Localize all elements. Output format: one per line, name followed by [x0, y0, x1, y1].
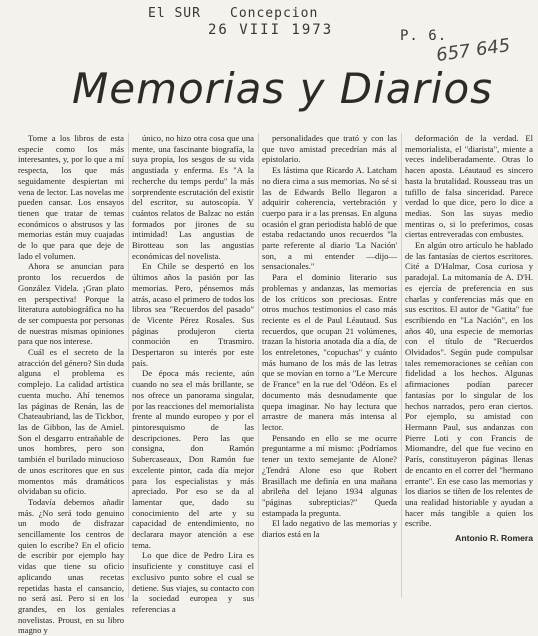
paragraph: Todavía debemos añadir más. ¿No será todo genuino un modo de disfrazar sencillamente los centros de quien lo escribe? En el oficio de escribir por ejemplo hay vidas que tiene su oficio aplicando unas recetas repetidas hasta el cansancio, no será así. Pero si en los grandes, en los geniales novelistas. Proust, en su libro magno y — [18, 496, 124, 636]
paragraph: Es lástima que Ricardo A. Latcham no diera cima a sus memorias. No sé si las de Edwards Bello llegaron a adquirir coherencia, vertebración y cuerpo para ir a las prensas. En alguna ocasión el gran periodista habló de que estaba redactando unos recuerdos "la parte referente al diario 'La Nación' son, a mi entender —dijo— sensacionales." — [262, 165, 397, 272]
paragraph: único, no hizo otra cosa que una mente, una fascinante biografía, la suya propia, los sesgos de su vida angustiada y enferma. Es "A la recherche du temps perdu" la más sorprendente escrutación del existir del escritor, su autoscopía. Y cuántos relatos de Balzac no están formados por jirones de su intimidad! Las angustias de Birotteau son las angustias económicas del novelista. — [132, 133, 254, 261]
article-title: Memorias y Diarios — [72, 64, 494, 113]
column-divider — [128, 133, 129, 598]
paragraph: Cuál es el secreto de la atracción del género? Sin duda alguna el problema es complejo. La calidad artística cuenta mucho. Ahí tenemos las páginas de Renán, las de Chateaubriand, las de Tickbor, las de Gibbon, las de Amiel. Son el desgarro entrañable de unos hombres, pero son también el burilado minucioso de unos escritores que en sus momentos más dramáticos olvidaban su oficio. — [18, 347, 124, 497]
newspaper-name: El SUR — [148, 6, 201, 21]
paragraph: De época más reciente, aún cuando no sea el más brillante, se nos ofrece un panorama singular, por las reacciones del memorialista frente al mundo europeo y por el pintoresquismo de las descripciones. Pero las que consigna, don Ramón Subercaseaux, Don Ramón fue excelente pintor, cada día mejor para los especialistas y más apreciado. Por eso se da al lamentar que, dado su conocimiento del arte y su capacidad de entendimiento, no declarara mayor atención a ese tema. — [132, 368, 254, 550]
paragraph: Para el dominio literario sus problemas y andanzas, las memorias de los críticos son preciosas. Entre otros muchos testimonios el caso más reciente es el de Paul Léautaud. Sus recuerdos, que ocupan 21 volúmenes, trazan la historia anotada día a día, de los entreletones, "copuchas" y cuánto más humano de los más de las letras que se movían en torno a "Le Mercure de France" en la rue del 'Odéon. Es el documento más desnudamente que quepa imaginar. No hay lectura que arrastre de manera más intensa al lector. — [262, 272, 397, 432]
paragraph: personalidades que trató y con las que tuvo amistad precedrían más al epistolario. — [262, 133, 397, 165]
paragraph: Ahora se anuncian para pronto los recuerdos de González Videla. ¡Gran plato en perspectiva! Porque la literatura autobiográfica no ha de ser compuesta por personas de nuestras mismas opiniones para que nos interese. — [18, 261, 124, 347]
paragraph: Tome a los libros de esta especie como los más interesantes, y, por lo que a mí respecta, los que más seguidamente despiertan mi vena de lector. Las novelas me pueden cansar. Los ensayos tienen que tratar de temas económicos o abstrusos y las memorias están muy cuajadas de lo que para que deje de lado el volumen. — [18, 133, 124, 261]
article-body — [18, 133, 536, 636]
column-divider — [401, 133, 402, 598]
archive-number: 657 645 — [434, 34, 512, 67]
column-4 — [405, 133, 533, 544]
author-signature: Antonio R. Romera — [455, 533, 533, 544]
paragraph: El lado negativo de las memorias y diarios está en la — [262, 518, 397, 540]
paragraph: deformación de la verdad. El memorialista, el "diarista", miente a veces indeliberadamente. Otras lo hacen aposta. Léautaud es sincero hasta la brutalidad. Rousseau tras un tufillo de falsa sinceridad. Parece verdad lo que dice, pero lo dice a medias. Son las suyas medio mentiras o, si lo preferimos, cosas ciertas entreveradas con embustes. — [405, 133, 533, 240]
column-1 — [18, 133, 124, 636]
paragraph: En Chile se despertó en los últimos años la pasión por las memorias. Pero, pénsemos más atrás, acaso el primero de todos los libros sea "Recuerdos del pasado" de Vicente Pérez Rosales. Sus páginas produjeron cierta conmoción en Ttrasmiro. Despertaron su interés por este país. — [132, 261, 254, 368]
paragraph: Lo que dice de Pedro Lira es insuficiente y constituye casi el exclusivo punto sobre el cual se detiene. Sus viajes, su contacto con la sociedad europea y sus referencias a — [132, 550, 254, 614]
column-divider — [258, 133, 259, 598]
city-stamp: Concepcion — [230, 6, 319, 21]
page-number: P. 6. — [400, 28, 448, 44]
column-3 — [262, 133, 397, 540]
date-stamp: 26 VIII 1973 — [208, 22, 334, 38]
paragraph: Pensando en ello se me ocurre preguntarme a mí mismo: ¡Podríamos tener un texto semejante de Alone? ¿Tendrá Alone eso que Robert Brasillach me definía en una mañana abrileña del lejano 1934 algunas "páginas subrepticias?" Queda estampada la pregunta. — [262, 432, 397, 518]
paragraph: En algún otro artículo he hablado de las fantasías de ciertos escritores. Cité a D'Halmar, Cosa curiosa y paradojal. La mitomanía de A. D'H. es ejercía de preferencia en sus charlas y conferencias más que en sus escritos. El autor de "Gatita" fue escribiendo en "La Nación", en los años 40, una especie de memorias con el título de "Recuerdos Olvidados". Según pude compulsar tales rememoraciones se ceñían con fidelidad a los hechos. Algunas afirmaciones podían parecer fantasías por lo singular de los hechos narrados, pero eran ciertos. Por ejemplo, su amistad con Hermann Paul, sus andanzas con Pierre Loti y con Francis de Miomandre, del que fue vecino en París, constituyeron páginas llenas de encanto en el correr del "hermano errante". En ese caso las memorias y los diarios se tiñen de los relentes de una realidad historiable y ayudan a hacer más tangible a quien los escribe. — [405, 240, 533, 529]
column-2 — [132, 133, 254, 615]
